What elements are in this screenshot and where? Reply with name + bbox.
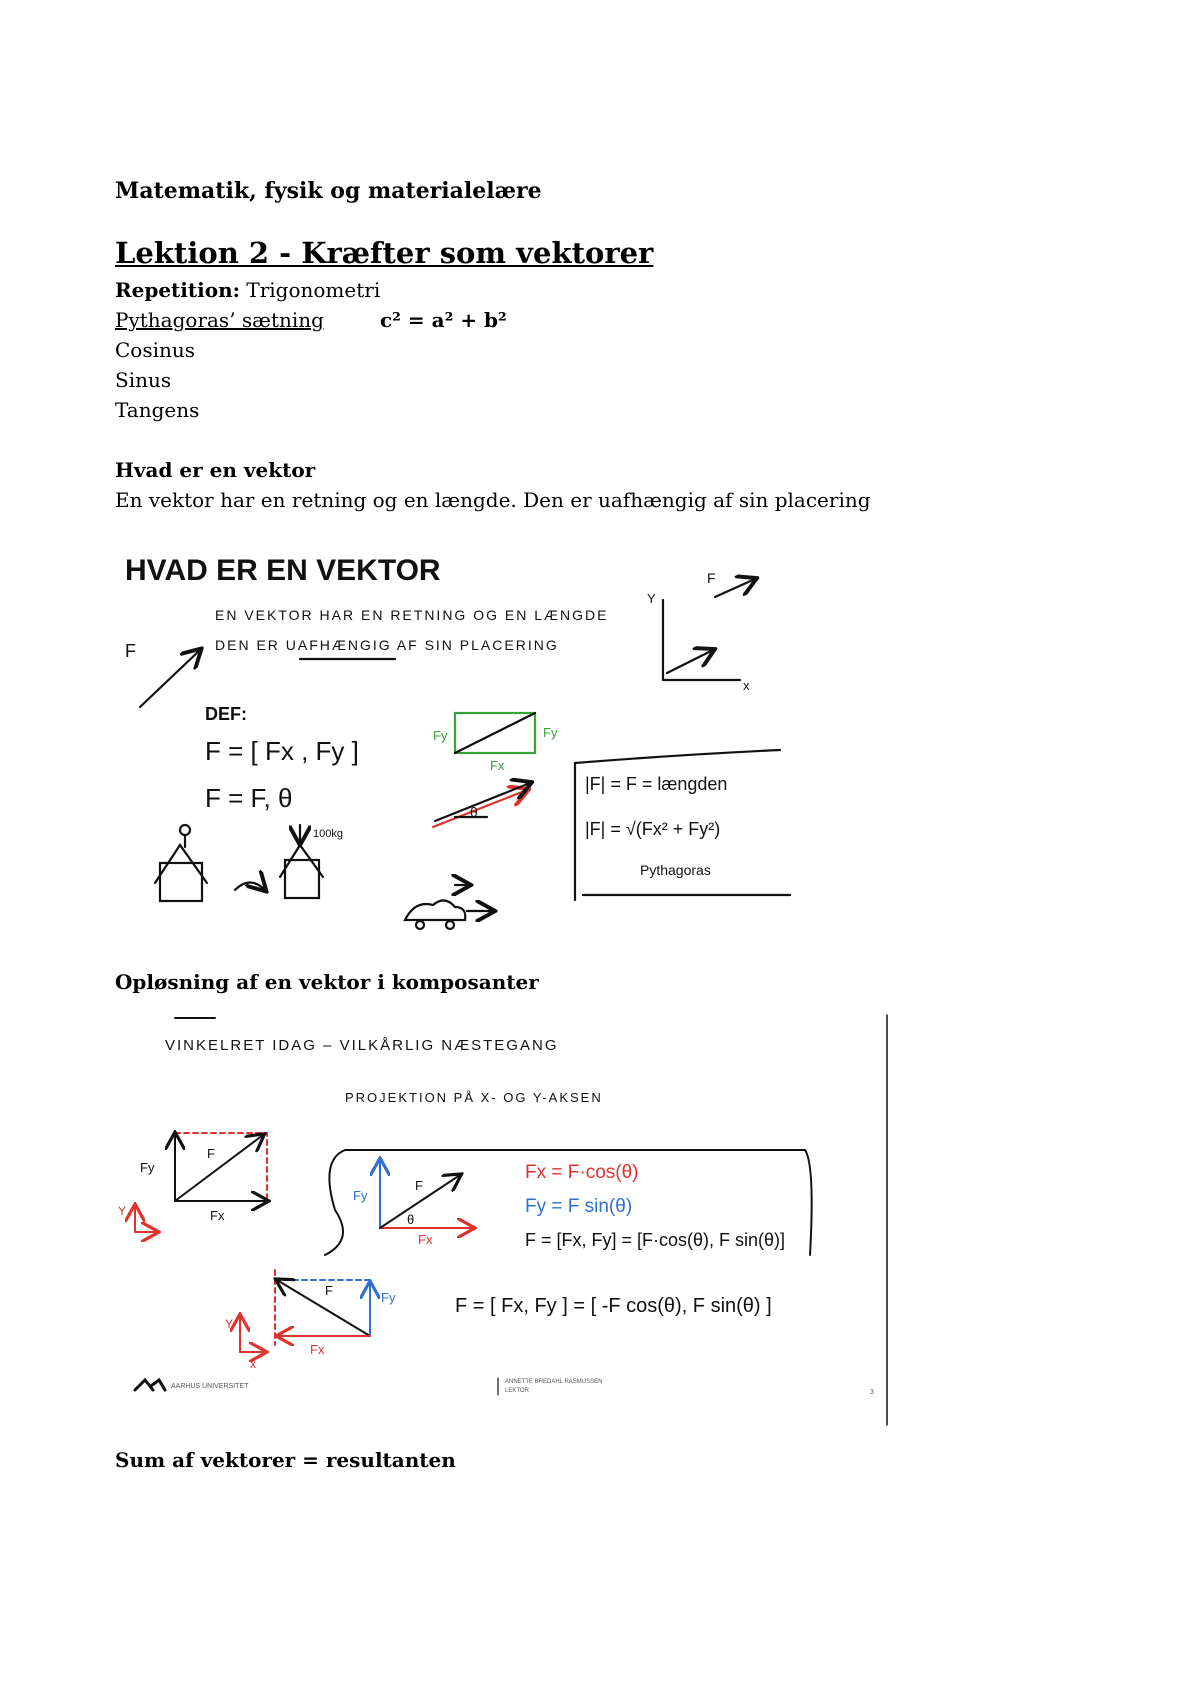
def-label: DEF: <box>205 704 247 724</box>
footer-role: LEKTOR <box>505 1388 529 1394</box>
mid-fx-label: Fx <box>418 1232 433 1247</box>
weight-note: 100kg <box>313 828 343 840</box>
topright-vector-label: F <box>707 570 716 586</box>
left-fy-label: Fy <box>140 1160 155 1175</box>
left-fx-label: Fx <box>210 1208 225 1223</box>
trig-item-sinus: Sinus <box>115 368 172 392</box>
section-heading-sum: Sum af vektorer = resultanten <box>115 1448 456 1472</box>
lower-vector-arrow <box>277 1280 370 1336</box>
footer-name: ANNETTE BREDAHL RASMUSSEN <box>505 1379 603 1385</box>
wb1-title: HVAD ER EN VEKTOR <box>125 554 441 587</box>
car-icon <box>405 885 493 929</box>
trig-item-cosinus: Cosinus <box>115 338 196 362</box>
mid-theta-label: θ <box>407 1212 415 1227</box>
course-title: Matematik, fysik og materialelære <box>115 178 542 204</box>
green-fy-left: Fy <box>433 728 448 743</box>
box-eq1: |F| = F = længden <box>585 774 728 794</box>
eq-vec2: F = [ Fx, Fy ] = [ -F cos(θ), F sin(θ) ] <box>455 1295 772 1317</box>
free-vector-label: F <box>125 641 136 661</box>
green-fx: Fx <box>490 758 505 773</box>
black-vector-arrow <box>435 783 530 821</box>
red-vector-arrow <box>433 790 527 827</box>
def-eq2: F = F, θ <box>205 783 293 813</box>
green-fy-right: Fy <box>543 725 558 740</box>
logo-text: AARHUS UNIVERSITET <box>171 1383 249 1390</box>
mid-fy-label: Fy <box>353 1188 368 1203</box>
whiteboard-figure-components <box>115 1010 890 1430</box>
lower-f-label: F <box>325 1283 333 1298</box>
repetition-line <box>115 278 380 302</box>
eq-fy: Fy = F sin(θ) <box>525 1196 633 1217</box>
topright-vector-arrow <box>715 579 755 597</box>
lesson-title: Lektion 2 - Kræfter som vektorer <box>115 236 654 270</box>
box-eq2: |F| = √(Fx² + Fy²) <box>585 819 721 839</box>
axis-x-label: x <box>743 678 750 693</box>
free-vector-arrow <box>140 650 200 707</box>
wb1-line1: EN VEKTOR HAR EN RETNING OG EN LÆNGDE <box>215 607 609 623</box>
wb1-line2: DEN ER UAFHÆNGIG AF SIN PLACERING <box>215 637 559 653</box>
au-logo-icon <box>135 1380 165 1390</box>
move-arrow-icon <box>235 883 265 891</box>
whiteboard-figure-vector <box>115 545 875 935</box>
lower-axis-y: Y <box>225 1317 234 1331</box>
lower-fx-label: Fx <box>310 1342 325 1357</box>
green-component-box <box>455 713 535 753</box>
pythagoras-formula: c² = a² + b² <box>380 308 507 332</box>
section-heading-components: Opløsning af en vektor i komposanter <box>115 970 539 994</box>
def-eq1: F = [ Fx , Fy ] <box>205 736 359 766</box>
mid-f-label: F <box>415 1178 423 1193</box>
lower-fy-label: Fy <box>381 1290 396 1305</box>
theta-label: θ <box>470 804 478 820</box>
pythagoras-line <box>115 308 715 332</box>
left-axis-y: Y <box>118 1204 127 1218</box>
eq-fx: Fx = F·cos(θ) <box>525 1162 639 1183</box>
section-text-vector: En vektor har en retning og en længde. Den er uafhængig af sin placering <box>115 488 871 512</box>
eq-vec: F = [Fx, Fy] = [F·cos(θ), F sin(θ)] <box>525 1230 786 1250</box>
wb2-line1: VINKELRET IDAG – VILKÅRLIG NÆSTEGANG <box>165 1037 559 1054</box>
repetition-value: Trigonometri <box>246 278 381 302</box>
left-f-label: F <box>207 1146 215 1161</box>
lower-axis-x: x <box>250 1357 256 1371</box>
left-vector-arrow <box>175 1135 263 1201</box>
axes-vector-arrow <box>667 650 713 673</box>
trig-item-tangens: Tangens <box>115 398 200 422</box>
slide-number: 3 <box>870 1389 874 1396</box>
repetition-label: Repetition: <box>115 278 240 302</box>
section-heading-vector: Hvad er en vektor <box>115 458 316 482</box>
box-caption: Pythagoras <box>640 862 711 878</box>
house-left-icon <box>155 825 207 901</box>
wb2-line2: PROJEKTION PÅ X- OG Y-AKSEN <box>345 1090 603 1105</box>
axis-y-label: Y <box>647 591 656 606</box>
pythagoras-label: Pythagoras’ sætning <box>115 308 324 332</box>
